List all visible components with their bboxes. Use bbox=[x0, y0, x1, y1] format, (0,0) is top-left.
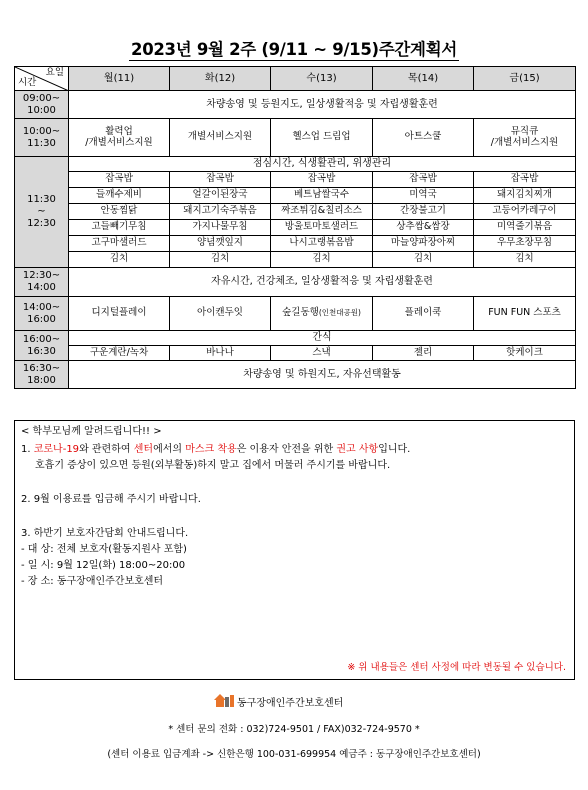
corner-day-label: 요일 bbox=[45, 67, 64, 78]
activity-cell: 활력업 /개별서비스지원 bbox=[69, 119, 170, 157]
activity-cell-wed bbox=[271, 297, 373, 331]
menu-row bbox=[15, 236, 576, 252]
activity-cell: 차량송영 및 등원지도, 일상생활적응 및 자립생활훈련 bbox=[69, 91, 576, 119]
menu-item: 돼지고기숙주볶음 bbox=[170, 204, 271, 220]
snack-item: 바나나 bbox=[170, 346, 271, 361]
menu-item: 얼갈이된장국 bbox=[170, 188, 271, 204]
time-cell: 14:00~ 16:00 bbox=[15, 297, 69, 331]
notice-item-3: 3. 하반기 보호자간담회 안내드립니다. bbox=[21, 528, 189, 539]
time-tilde: ~ bbox=[37, 206, 46, 217]
row-0900 bbox=[15, 91, 576, 119]
day-header-mon: 월(11) bbox=[69, 67, 170, 91]
lunch-heading: 점심시간, 식생활관리, 위생관리 bbox=[69, 157, 576, 172]
menu-item: 마늘양파장아찌 bbox=[373, 236, 474, 252]
menu-item: 안동찜닭 bbox=[69, 204, 170, 220]
menu-row bbox=[15, 220, 576, 236]
time-cell: 10:00~ 11:30 bbox=[15, 119, 69, 157]
menu-item: 미역국 bbox=[373, 188, 474, 204]
menu-item: 양념깻잎지 bbox=[170, 236, 271, 252]
menu-item: 방울토마토샐러드 bbox=[271, 220, 373, 236]
menu-row bbox=[15, 188, 576, 204]
activity-cell: 디지털플레이 bbox=[69, 297, 170, 331]
snack-item: 스낵 bbox=[271, 346, 373, 361]
menu-item: 잡곡밥 bbox=[474, 172, 576, 188]
menu-item: 김치 bbox=[373, 252, 474, 268]
time-cell: 09:00~ 10:00 bbox=[15, 91, 69, 119]
menu-item: 잡곡밥 bbox=[69, 172, 170, 188]
contact-info: * 센터 문의 전화 : 032)724-9501 / FAX)032-724-9570 * bbox=[168, 724, 420, 735]
menu-item: 잡곡밥 bbox=[170, 172, 271, 188]
location-note: (인천대공원) bbox=[318, 308, 361, 318]
menu-item: 간장불고기 bbox=[373, 204, 474, 220]
activity-cell: FUN FUN 스포츠 bbox=[474, 297, 576, 331]
day-header-thu: 목(14) bbox=[373, 67, 474, 91]
activity-name: 숲길동행 bbox=[282, 307, 319, 319]
row-1130-heading bbox=[15, 157, 576, 172]
notice-item-3-date: - 일 시: 9월 12일(화) 18:00~20:00 bbox=[21, 560, 186, 571]
notice-item-3-place: - 장 소: 동구장애인주간보호센터 bbox=[21, 576, 164, 587]
activity-cell: 아트스쿨 bbox=[373, 119, 474, 157]
menu-item: 김치 bbox=[170, 252, 271, 268]
menu-item: 상추쌈&쌈장 bbox=[373, 220, 474, 236]
menu-item: 짜조튀김&칠리소스 bbox=[271, 204, 373, 220]
center-name: 동구장애인주간보호센터 bbox=[237, 698, 344, 709]
menu-item: 베트남쌀국수 bbox=[271, 188, 373, 204]
menu-item: 고구마샐러드 bbox=[69, 236, 170, 252]
activity-cell: 개별서비스지원 bbox=[170, 119, 271, 157]
menu-item: 가지나물무침 bbox=[170, 220, 271, 236]
menu-row bbox=[15, 252, 576, 268]
day-header-tue: 화(12) bbox=[170, 67, 271, 91]
activity-cell: 플레이쿡 bbox=[373, 297, 474, 331]
activity-cell: 헬스업 드림업 bbox=[271, 119, 373, 157]
menu-item: 잡곡밥 bbox=[271, 172, 373, 188]
parent-notice bbox=[14, 420, 575, 680]
covid-text: 코로나-19 bbox=[33, 444, 80, 455]
activity-cell: 뮤직큐 /개별서비스지원 bbox=[474, 119, 576, 157]
center-text: 센터 bbox=[133, 444, 154, 455]
menu-row bbox=[15, 204, 576, 220]
time-cell: 16:00~ 16:30 bbox=[15, 331, 69, 361]
day-header-fri: 금(15) bbox=[474, 67, 576, 91]
bank-info: (센터 이용료 입금계좌 -> 신한은행 100-031-699954 예금주 : 동구장애인주간보호센터) bbox=[107, 749, 481, 760]
corner-time-label: 시간 bbox=[18, 77, 37, 89]
row-1600-heading bbox=[15, 331, 576, 346]
notice-item-1: 1. 코로나-19와 관련하여 센터에서의 마스크 착용은 이용자 안전을 위한 권고 사항입니다. bbox=[21, 444, 411, 455]
activity-cell: 자유시간, 건강체조, 일상생활적응 및 자립생활훈련 bbox=[69, 268, 576, 297]
row-1000 bbox=[15, 119, 576, 157]
row-1630 bbox=[15, 361, 576, 389]
menu-item: 잡곡밥 bbox=[373, 172, 474, 188]
activity-cell: 아이캔두잇 bbox=[170, 297, 271, 331]
snack-heading: 간식 bbox=[69, 331, 576, 346]
snack-item: 구운계란/녹차 bbox=[69, 346, 170, 361]
menu-item: 김치 bbox=[474, 252, 576, 268]
notice-item-2: 2. 9월 이용료를 입금해 주시기 바랍니다. bbox=[21, 494, 201, 505]
row-1230 bbox=[15, 268, 576, 297]
change-notice: ※ 위 내용들은 센터 사정에 따라 변동될 수 있습니다. bbox=[347, 662, 566, 673]
menu-item: 미역줄기볶음 bbox=[474, 220, 576, 236]
menu-row bbox=[15, 172, 576, 188]
menu-item: 김치 bbox=[271, 252, 373, 268]
menu-item: 돼지김치찌개 bbox=[474, 188, 576, 204]
day-header-wed: 수(13) bbox=[271, 67, 373, 91]
center-logo bbox=[213, 692, 403, 710]
snack-item: 핫케이크 bbox=[474, 346, 576, 361]
time-end: 12:30 bbox=[27, 218, 56, 229]
menu-item: 고들빼기무침 bbox=[69, 220, 170, 236]
time-cell: 12:30~ 14:00 bbox=[15, 268, 69, 297]
menu-item: 우무초장무침 bbox=[474, 236, 576, 252]
notice-heading: < 학부모님께 알려드립니다!! > bbox=[21, 426, 162, 437]
menu-item: 나시고랭볶음밥 bbox=[271, 236, 373, 252]
corner-cell bbox=[15, 67, 69, 91]
notice-item-1-line2: 호흡기 증상이 있으면 등원(외부활동)하지 말고 집에서 머물러 주시기를 바랍니다. bbox=[35, 460, 391, 471]
notice-item-3-target: - 대 상: 전체 보호자(활동지원사 포함) bbox=[21, 544, 187, 555]
weekly-schedule-table bbox=[14, 66, 576, 389]
menu-item: 김치 bbox=[69, 252, 170, 268]
menu-item: 고등어카레구이 bbox=[474, 204, 576, 220]
header-row bbox=[15, 67, 576, 91]
time-cell: 16:30~ 18:00 bbox=[15, 361, 69, 389]
recommendation-text: 권고 사항 bbox=[336, 444, 379, 455]
snack-item: 젤리 bbox=[373, 346, 474, 361]
time-start: 11:30 bbox=[27, 194, 56, 205]
row-1400 bbox=[15, 297, 576, 331]
menu-item: 들깨수제비 bbox=[69, 188, 170, 204]
time-cell-lunch bbox=[15, 157, 69, 268]
activity-cell: 차량송영 및 하원지도, 자유선택활동 bbox=[69, 361, 576, 389]
snack-row bbox=[15, 346, 576, 361]
page-title: 2023년 9월 2주 (9/11 ~ 9/15)주간계획서 bbox=[131, 40, 457, 59]
mask-text: 마스크 착용 bbox=[185, 444, 237, 455]
house-logo-icon bbox=[213, 692, 235, 708]
